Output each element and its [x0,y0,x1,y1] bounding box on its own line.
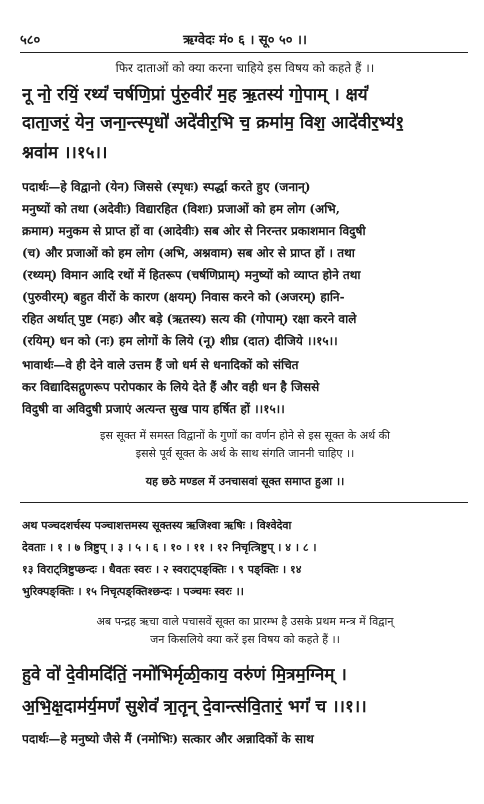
running-title: ऋग्वेदः मं० ६ । सू० ५० ।। [183,33,307,48]
mantra-line: नू नो॒ रयिं॒ रथ्यं॑ चर्षणि॒प्रां पु॑रु॒वीरं॑ म॒ह ऋ॒तस्य॑ गो॒पाम् । क्षयं॑ [22,85,368,105]
padartha-line: (च) और प्रजाओं को हम लोग (अभि, अश्नवाम) सब ओर से प्राप्त हों । तथा [22,246,355,260]
intro-line: जन किसलिये क्या करें इस विषय को कहते हैं ।। [150,633,340,646]
section-question: फिर दाताओं को क्या करना चाहिये इस विषय को कहते हैं ।। [115,61,375,75]
padartha-line: (रयिम्) धन को (नः) हम लोगों के लिये (नू) शीघ्र (दात) दीजिये ।।१५।। [22,334,338,348]
padartha-line: मनुष्यों को तथा (अदेवीः) विद्यारहित (विशः) प्रजाओं को हम लोग (अभि, [22,202,340,216]
section-rule [20,502,468,503]
padartha-line: पदार्थः—हे विद्वानो (येन) जिससे (स्पृधः) स्पर्द्धा करते हुए (जनान्) [22,180,311,194]
mantra-line: दाता॒जरं॒ येन॒ जना॒न्त्स्पृधो॑ अदे॑वीर॒भि च॒ क्रमा॑म॒ विश॒ आदे॑वीर॒भ्य॑१॒ [22,113,405,133]
intro-line: अब पन्द्रह ऋचा वाले पचासवें सूक्त का प्रारम्भ है उसके प्रथम मन्त्र में विद्वान् [96,615,394,628]
meta-line: १३ विराट्त्रिष्टुप्छन्दः । धैवतः स्वरः । २ स्वराट्पङ्क्तिः । ९ पङ्क्तिः । १४ [22,563,302,576]
mantra-line: अ॒भि॒क्ष॒दाम॑र्य॒मणं॑ सु॒शेवं॑ त्रा॒तॄन् दे॒वान्त्स॑वि॒तारं॒ भगं॑ च ।।१।। [22,697,367,717]
bhavartha-line: भावार्थः—वे ही देने वाले उत्तम हैं जो धर्म से धनादिकों को संचित [22,358,299,372]
header-rule [20,52,468,53]
bhavartha-line: कर विद्यादिसद्गुणरूप परोपकार के लिये देते हैं और वही धन है जिससे [22,380,320,394]
summary-line: इससे पूर्व सूक्त के अर्थ के साथ संगति जाननी चाहिए ।। [135,447,355,460]
padartha-line: (रथ्यम्) विमान आदि रथों में हितरूप (चर्षणिप्राम्) मनुष्यों को व्याप्त होने तथा [22,268,361,282]
padartha-line: क्रमाम) मनुकम से प्राप्त हों वा (आदेवीः) सब ओर से निरन्तर प्रकाशमान विदुषी [22,224,366,238]
meta-line: अथ पञ्चदशर्चस्य पञ्चाशत्तमस्य सूक्तस्य ऋजिश्वा ऋषिः । विश्वेदेवा [22,519,292,532]
summary-line: इस सूक्त में समस्त विद्वानों के गुणों का वर्णन होने से इस सूक्त के अर्थ की [100,429,390,442]
meta-line: देवताः । १ । ७ त्रिष्टुप् । ३ । ५ । ६ । १० । ११ । १२ निचृत्त्रिष्टुप् । ४ । ८ । [22,541,317,554]
page-number: ५८० [20,33,41,48]
mantra-line: श्नवा॑म ।।१५।। [22,143,108,163]
hymn-closing-note: यह छठे मण्डल में उनचासवां सूक्त समाप्त हुआ ।। [145,475,345,488]
padartha-line: रहित अर्थात् पुष्ट (महः) और बड़े (ऋतस्य) सत्य की (गोपाम्) रक्षा करने वाले [22,312,357,326]
mantra-line: हुवे वो॑ दे॒वीमदि॑तिं॒ नमो॑भिर्मृळी॒काय॒ वरु॑णं मि॒त्रम॒ग्निम् । [22,665,347,685]
padartha-line: पदार्थः—हे मनुष्यो जैसे मैं (नमोभिः) सत्कार और अन्नादिकों के साथ [22,732,314,746]
meta-line: भुरिक्पङ्क्तिः । १५ निचृत्पङ्क्तिश्छन्दः । पञ्चमः स्वरः ।। [22,585,244,598]
bhavartha-line: विदुषी वा अविदुषी प्रजाएं अत्यन्त सुख पाय हर्षित हों ।।१५।। [22,402,285,416]
padartha-line: (पुरुवीरम्) बहुत वीरों के कारण (क्षयम्) निवास करने को (अजरम्) हानि- [22,290,345,304]
